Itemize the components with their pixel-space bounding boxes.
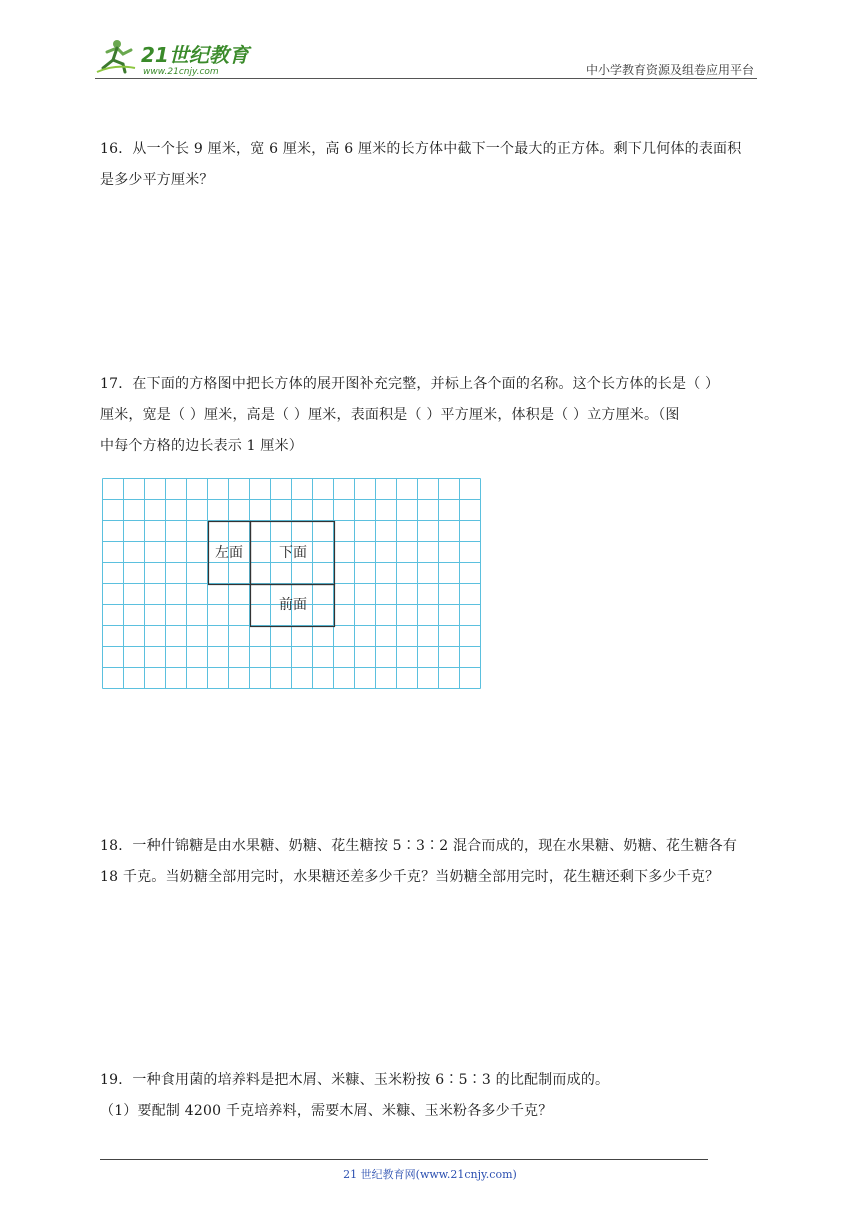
footer-divider <box>100 1159 708 1160</box>
question-17-line-3: 中每个方格的边长表示 1 厘米） <box>100 438 304 454</box>
question-16-line-2: 是多少平方厘米？ <box>100 172 214 188</box>
grid-lines <box>103 479 481 689</box>
logo-url: www.21cnjy.com <box>143 67 219 77</box>
question-16 <box>100 134 765 196</box>
question-17 <box>100 369 765 462</box>
net-grid-figure <box>102 478 487 692</box>
question-18-line-1: 18．一种什锦糖是由水果糖、奶糖、花生糖按 5∶3∶2 混合而成的，现在水果糖、奶糖、花生糖各有 <box>100 838 738 854</box>
question-17-line-2: 厘米，宽是（ ）厘米，高是（ ）厘米，表面积是（ ）平方厘米，体积是（ ）立方厘米。（图 <box>100 407 680 423</box>
question-16-line-1: 16．从一个长 9 厘米，宽 6 厘米，高 6 厘米的长方体中截下一个最大的正方体。剩下几何体的表面积 <box>100 141 742 157</box>
question-18-line-2: 18 千克。当奶糖全部用完时，水果糖还差多少千克？当奶糖全部用完时，花生糖还剩下多少千克？ <box>100 869 720 885</box>
face-left-label: 左面 <box>215 545 243 561</box>
question-17-line-1: 17．在下面的方格图中把长方体的展开图补充完整，并标上各个面的名称。这个长方体的长是（ ） <box>100 376 720 392</box>
question-19 <box>100 1065 765 1127</box>
site-logo <box>95 38 265 78</box>
platform-name: 中小学教育资源及组卷应用平台 <box>585 63 754 77</box>
question-18 <box>100 831 765 893</box>
footer-link[interactable]: 21 世纪教育网(www.21cnjy.com) <box>343 1168 517 1181</box>
net-faces <box>209 522 335 627</box>
runner-icon <box>97 40 135 72</box>
face-front-label: 前面 <box>279 597 307 613</box>
question-19-line-1: 19．一种食用菌的培养料是把木屑、米糠、玉米粉按 6∶5∶3 的比配制而成的。 <box>100 1072 610 1088</box>
logo-text: 21世纪教育 <box>141 43 249 67</box>
header-divider <box>95 78 757 79</box>
grid-svg <box>102 478 487 692</box>
question-19-line-2: （1）要配制 4200 千克培养料，需要木屑、米糠、玉米粉各多少千克？ <box>100 1103 553 1119</box>
face-bottom-label: 下面 <box>279 545 307 561</box>
